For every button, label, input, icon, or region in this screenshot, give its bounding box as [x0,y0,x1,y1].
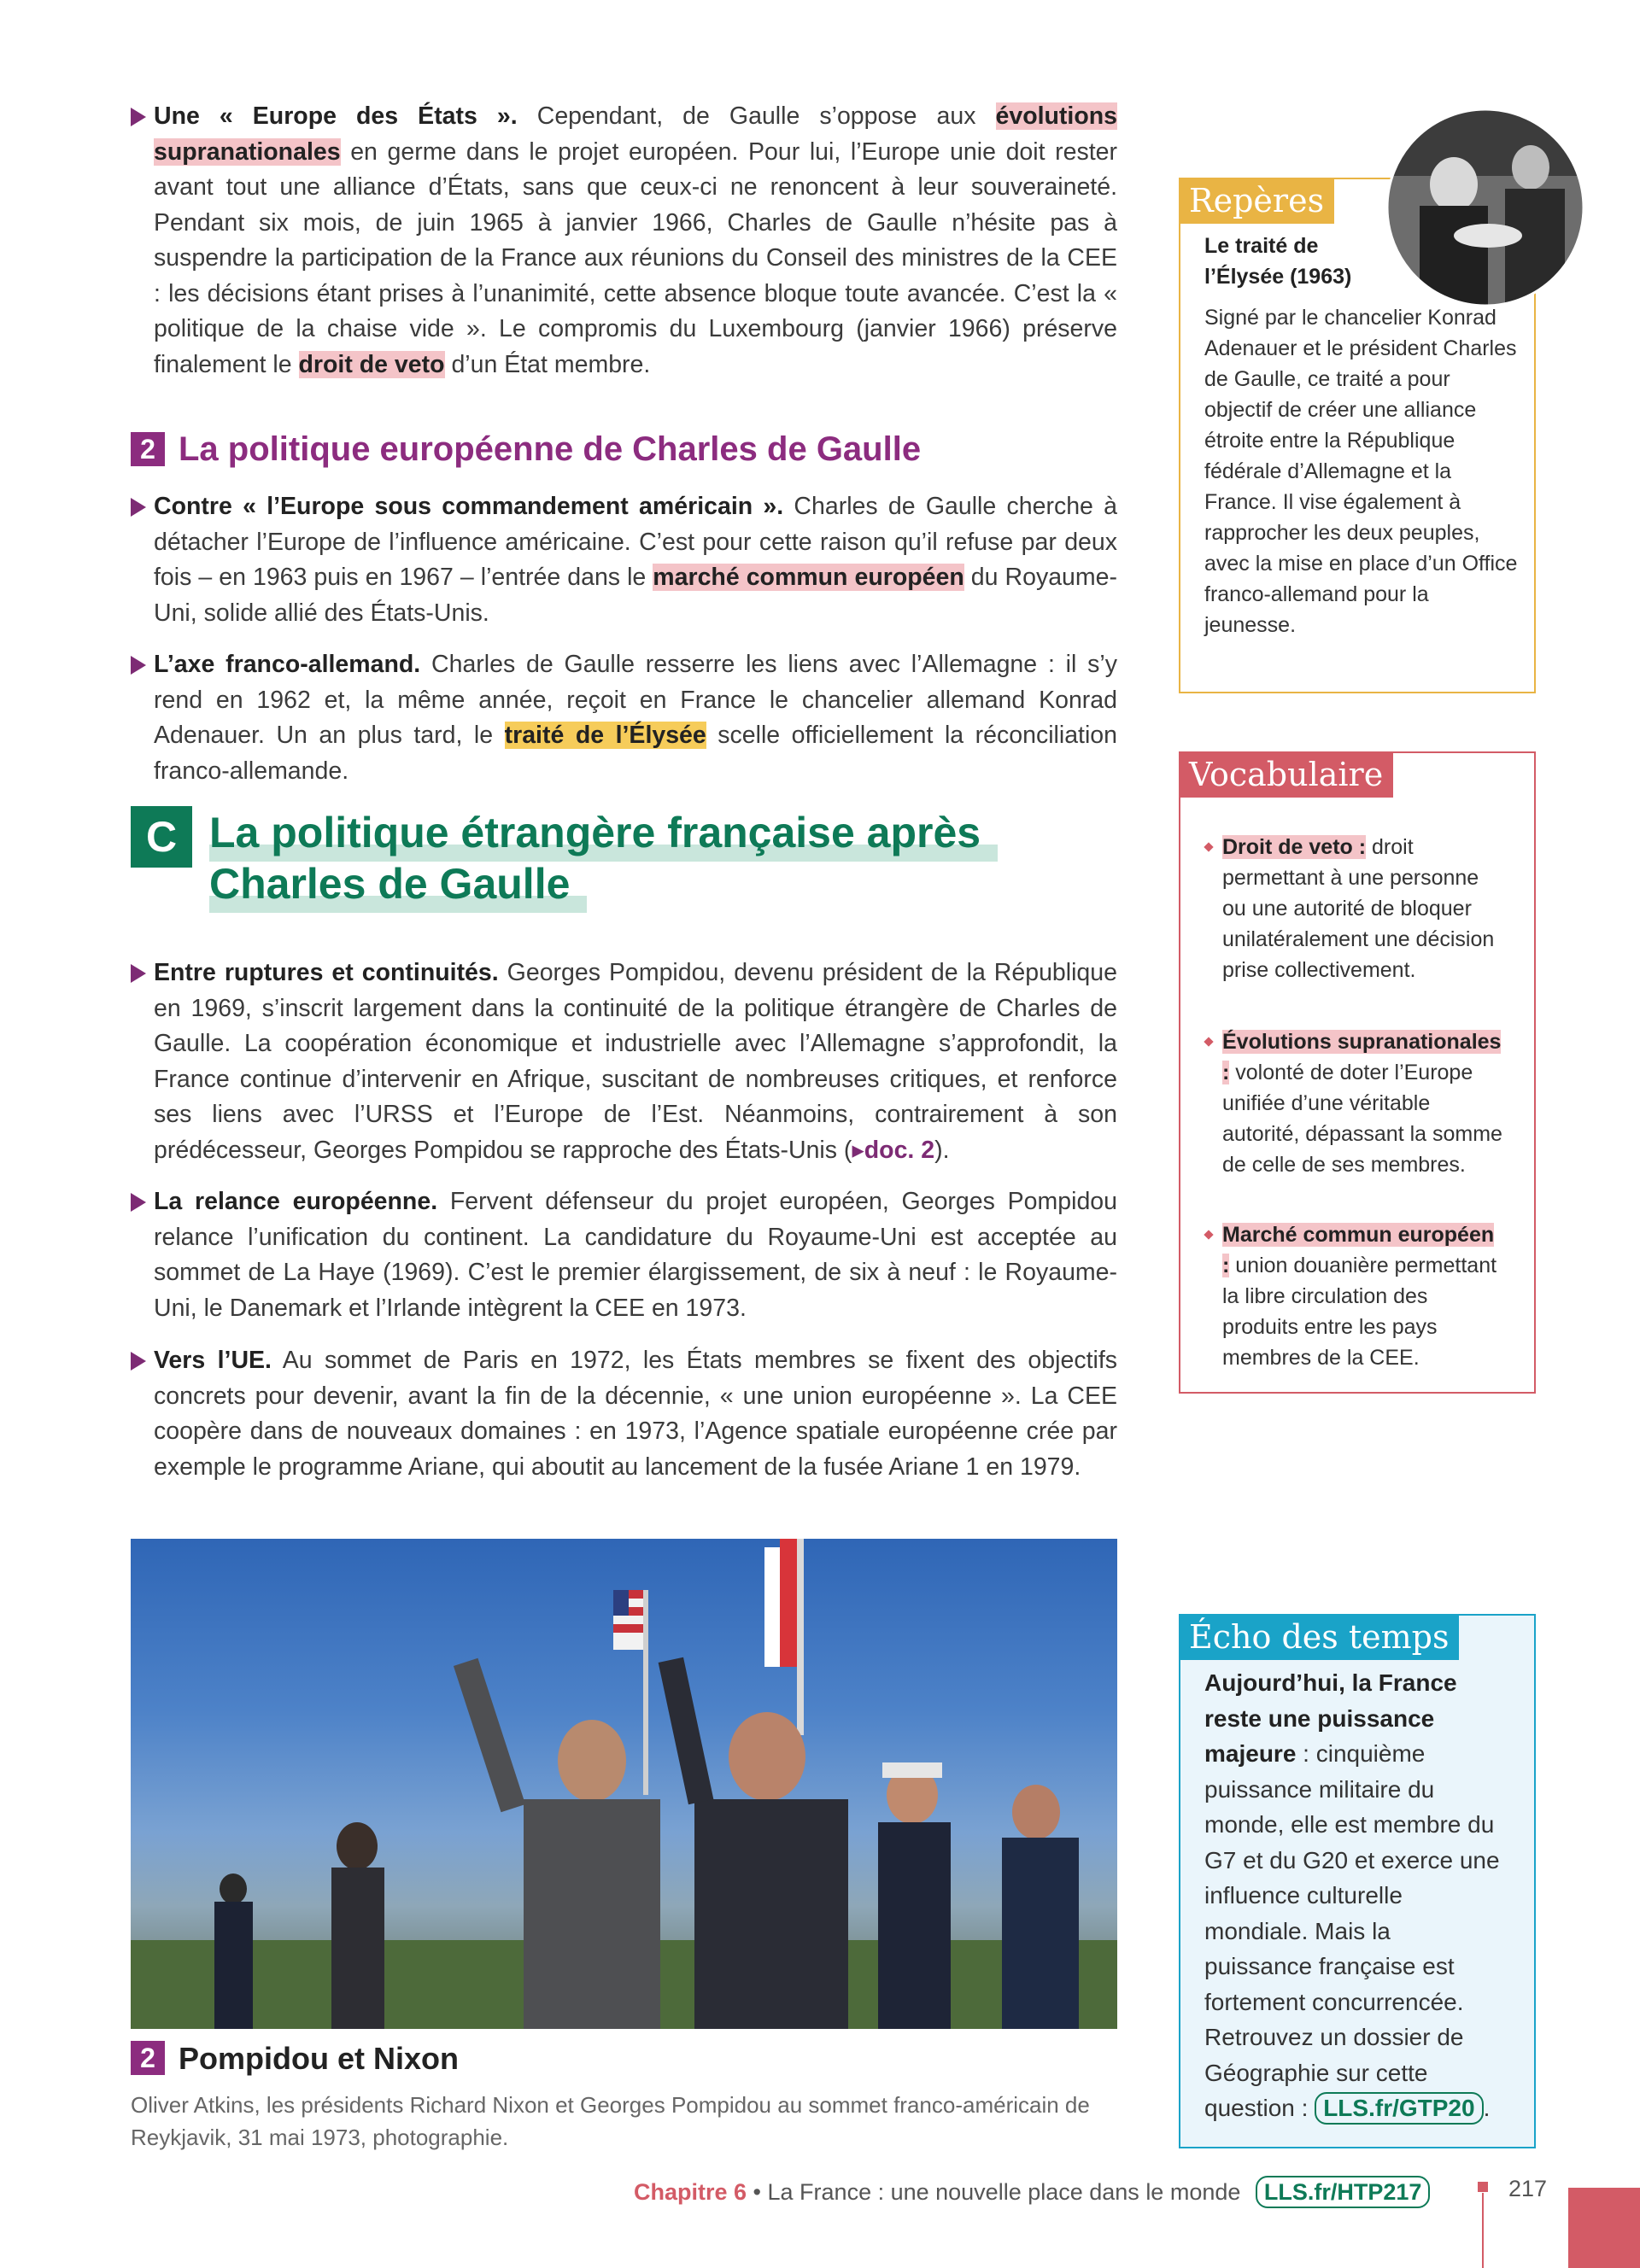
photo-pompidou-nixon [131,1539,1117,2029]
paragraph-lead: Entre ruptures et continuités. [154,959,499,986]
highlight-term[interactable]: marché commun européen [653,564,964,591]
highlight-term[interactable]: évolutions supranationales [154,102,1118,166]
section-c-title [209,807,981,909]
section-number: 2 [131,432,165,466]
paragraph-ruptures-continuites [131,956,1117,1168]
paragraph-text: scelle officiellement la réconciliation franco-allemande. [154,722,1117,785]
paragraph-text: Au sommet de Paris en 1972, les États membres se fixent des objectifs concrets pour devenir, avant la fin de la décennie, « une union européenne ». La CEE coopère dans de nouveaux domaines : en 1973, l’Agence spatiale européenne crée par exemple le programme Ariane, qui aboutit au lancement de la fusée Ariane 1 en 1979. [154,1347,1117,1481]
doc-number: 2 [131,2041,165,2075]
paragraph-lead: Une « Europe des États ». [154,102,518,130]
echo-end: . [1483,2095,1491,2121]
section-title: La politique européenne de Charles de Gaulle [179,430,922,468]
reperes-heading: Le traité de l’Élysée (1963) [1204,234,1352,289]
vocabulaire-tag: Vocabulaire [1179,751,1393,798]
doc-2-title [131,2041,459,2077]
footer-chapter: Chapitre 6 [634,2179,747,2205]
vocab-term: Marché commun européen : [1222,1223,1495,1277]
paragraph-lead: L’axe franco-allemand. [154,651,421,678]
doc-reference-link[interactable]: ▸doc. 2 [852,1136,935,1164]
paragraph-contre-europe [131,489,1117,631]
vocab-term: Droit de veto : [1222,835,1367,859]
highlight-term[interactable]: traité de l’Élysée [504,722,706,749]
paragraph-text: d’un État membre. [444,350,651,378]
paragraph-lead: La relance européenne. [154,1188,438,1215]
footer-divider [1478,2182,1488,2192]
echo-text [1204,1665,1503,2126]
paragraph-text: Fervent défenseur du projet européen, Georges Pompidou relance l’unification du continent. La candidature du Royaume-Uni est acceptée au sommet de La Haye (1969). C’est le premier élargissement, de six à neuf : le Royaume-Uni, le Danemark et l’Irlande intègrent la CEE en 1973. [154,1188,1117,1322]
reperes-tag: Repères [1179,178,1334,224]
footer-divider-line [1482,2193,1484,2268]
footer-separator: • [747,2179,768,2205]
echo-body: : cinquième puissance militaire du monde, elle est membre du G7 et du G20 et exerce une influence culturelle mondiale. Mais la puissance française est fortement concurrencée. Retrouvez un dossier de Géographie sur cette question : [1204,1740,1500,2121]
paragraph-text: du Royaume-Uni, solide allié des États-Unis. [154,564,1117,627]
page-number: 217 [1508,2176,1548,2201]
section-c-title-line: Charles de Gaulle [209,860,571,908]
paragraph-europe-des-etats [131,99,1117,383]
doc-2-caption: Oliver Atkins, les présidents Richard Nixon et Georges Pompidou au sommet franco-américain de Reykjavik, 31 mai 1973, photographie. [131,2092,1090,2150]
paragraph-relance-europeenne [131,1184,1117,1326]
paragraph-text: en germe dans le projet européen. Pour lui, l’Europe unie doit rester avant tout une alliance d’États, sans que ceux-ci ne renoncent à leur souveraineté. Pendant six mois, de juin 1965 à janvier 1966, Charles de Gaulle n’hésite pas à suspendre la participation de la France aux réunions du Conseil des ministres de la CEE : les décisions étant prises à l’unanimité, cette absence bloque toute avancée. C’est la « politique de la chaise vide ». Le compromis du Luxembourg (janvier 1966) préserve finalement le [154,137,1117,378]
vocab-definition: volonté de doter l’Europe unifiée d’une véritable autorité, dépassant la somme de celle de ses membres. [1222,1061,1502,1177]
echo-tag: Écho des temps [1179,1614,1459,1660]
paragraph-text: Charles de Gaulle resserre les liens avec l’Allemagne : il s’y rend en 1962 et, la même année, reçoit en France le chancelier allemand Konrad Adenauer. Un an plus tard, le [154,651,1118,749]
vocab-item [1222,1219,1504,1373]
paragraph-text: Cependant, de Gaulle s’oppose aux [517,102,996,130]
vocab-definition: union douanière permettant la libre circulation des produits entre les pays membres de la CEE. [1222,1254,1497,1370]
echo-link[interactable]: LLS.fr/GTP20 [1315,2092,1483,2125]
paragraph-lead: Contre « l’Europe sous commandement américain ». [154,493,784,520]
vocab-item [1222,1026,1504,1180]
highlight-term[interactable]: droit de veto [298,350,445,378]
vocab-item [1222,832,1504,985]
vocab-term: Évolutions supranationales : [1222,1030,1502,1084]
photo-illustration [131,1539,1117,2029]
doc-title: Pompidou et Nixon [179,2041,459,2076]
paragraph-vers-ue [131,1343,1117,1485]
reperes-body: Signé par le chancelier Konrad Adenauer et le président Charles de Gaulle, ce traité a pour objectif de créer une alliance étroite entre la République fédérale d’Allemagne et la France. Il vise également à rapprocher les deux peuples, avec la mise en place d’un Office franco-allemand pour la jeunesse. [1204,306,1518,637]
paragraph-text: ). [934,1136,950,1164]
echo-lead: Aujourd’hui, la France reste une puissance majeure [1204,1669,1457,1767]
section-2-heading [131,430,921,469]
paragraph-text: Charles de Gaulle cherche à détacher l’Europe de l’influence américaine. C’est pour cette raison qu’il refuse par deux fois – en 1963 puis en 1967 – l’entrée dans le [154,493,1117,591]
page-corner-tab [1568,2188,1640,2268]
footer-title: La France : une nouvelle place dans le monde [767,2179,1241,2205]
doc-reference-label[interactable]: doc. 2 [864,1136,935,1164]
footer-link[interactable]: LLS.fr/HTP217 [1256,2176,1431,2208]
section-c-title-line: La politique étrangère française après [209,809,981,856]
vocab-definition: droit permettant à une personne ou une autorité de bloquer unilatéralement une décision prise collectivement. [1222,835,1495,982]
footer [634,2176,1430,2208]
paragraph-axe-franco-allemand [131,647,1117,789]
section-c-badge: C [131,806,192,868]
paragraph-text: Georges Pompidou, devenu président de la République en 1969, s’inscrit largement dans la continuité de la politique étrangère de Charles de Gaulle. La coopération économique et industrielle avec l’Allemagne s’approfondit, la France continue d’intervenir en Afrique, suscitant de nombreuses critiques, et renforce ses liens avec l’URSS et l’Europe de l’Est. Néanmoins, contrairement à son prédécesseur, Georges Pompidou se rapproche des États-Unis ( [154,959,1117,1164]
reperes-photo [1385,108,1585,307]
paragraph-lead: Vers l’UE. [154,1347,272,1374]
